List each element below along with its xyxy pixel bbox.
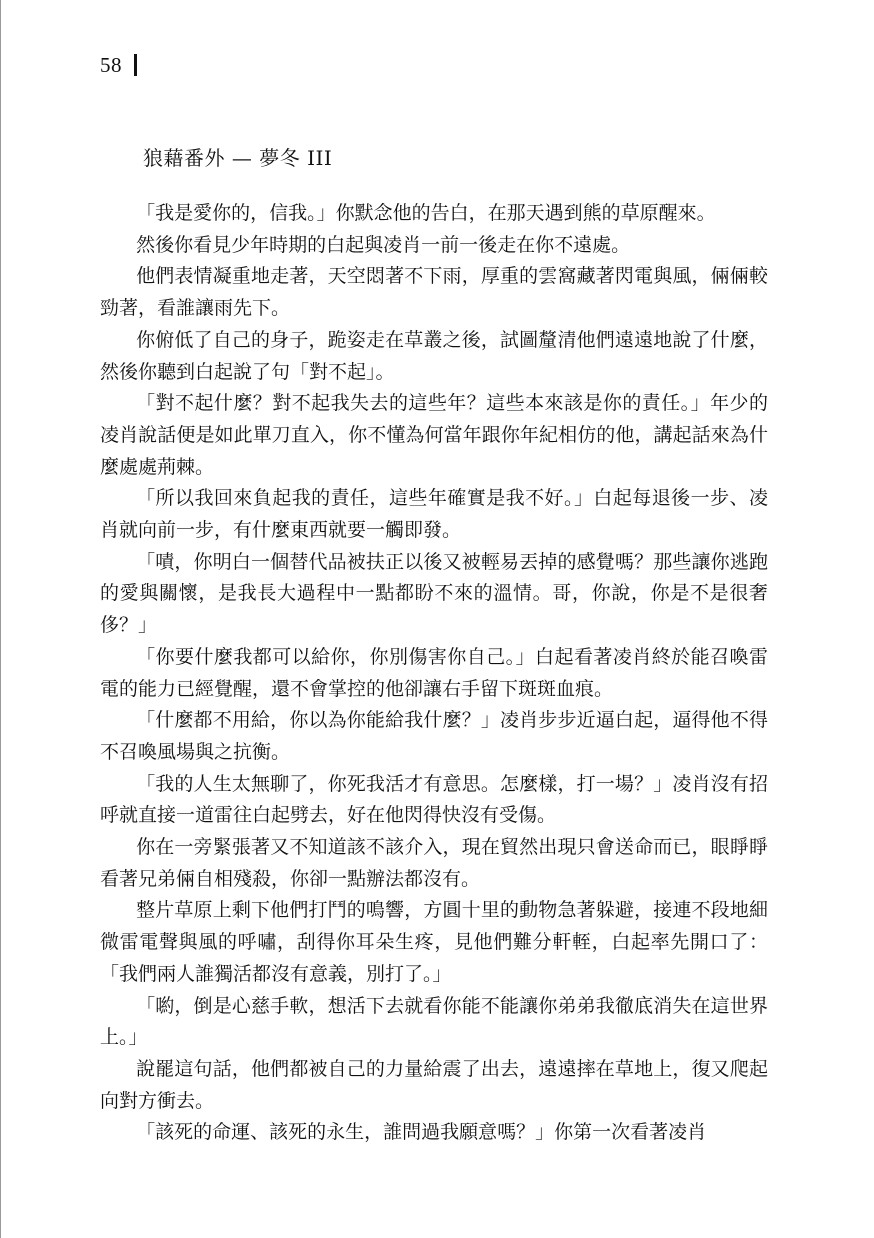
- paragraph: 「你要什麼我都可以給你，你別傷害你自己。」白起看著凌肖終於能召喚雷電的能力已經覺醒，還不會掌控的他卻讓右手留下斑斑血痕。: [100, 645, 768, 700]
- paragraph: 「對不起什麼？對不起我失去的這些年？這些本來該是你的責任。」年少的凌肖說話便是如此單刀直入，你不懂為何當年跟你年紀相仿的他，講起話來為什麼處處荊棘。: [100, 392, 768, 478]
- paragraph: 整片草原上剩下他們打鬥的鳴響，方圓十里的動物急著躲避，接連不段地細微雷電聲與風的呼嘯，刮得你耳朵生疼，見他們難分軒輊，白起率先開口了：「我們兩人誰獨活都沒有意義，別打了。」: [100, 899, 768, 985]
- paragraph: 「所以我回來負起我的責任，這些年確實是我不好。」白起每退後一步、凌肖就向前一步，有什麼東西就要一觸即發。: [100, 487, 768, 542]
- chapter-title: 狼藉番外 — 夢冬 III: [143, 146, 333, 170]
- paragraph: 他們表情凝重地走著，天空悶著不下雨，厚重的雲窩藏著閃電與風，倆倆較勁著，看誰讓雨先下。: [100, 265, 768, 320]
- paragraph: 「我的人生太無聊了，你死我活才有意思。怎麼樣，打一場？」凌肖沒有招呼就直接一道雷往白起劈去，好在他閃得快沒有受傷。: [100, 772, 768, 827]
- paragraph: 你俯低了自己的身子，跪姿走在草叢之後，試圖釐清他們遠遠地說了什麼，然後你聽到白起說了句「對不起」。: [100, 328, 768, 383]
- body-text: [100, 198, 768, 1149]
- page-number: 58: [100, 53, 122, 77]
- paragraph: 說罷這句話，他們都被自己的力量給震了出去，遠遠摔在草地上，復又爬起向對方衝去。: [100, 1057, 768, 1112]
- header-divider-bar: [134, 54, 137, 76]
- paragraph: 「該死的命運、該死的永生，誰問過我願意嗎？」你第一次看著凌肖: [136, 1121, 707, 1144]
- paragraph: 「喲，倒是心慈手軟，想活下去就看你能不能讓你弟弟我徹底消失在這世界上。」: [100, 994, 768, 1049]
- paragraph: 你在一旁緊張著又不知道該不該介入，現在貿然出現只會送命而已，眼睜睜看著兄弟倆自相殘殺，你卻一點辦法都沒有。: [100, 836, 768, 890]
- paragraph: 「什麼都不用給，你以為你能給我什麼？」凌肖步步近逼白起，逼得他不得不召喚風場與之抗衡。: [100, 709, 768, 763]
- paragraph: 「嘖，你明白一個替代品被扶正以後又被輕易丟掉的感覺嗎？那些讓你逃跑的愛與關懷，是我長大過程中一點都盼不來的溫情。哥，你說，你是不是很奢侈？」: [100, 550, 768, 637]
- paragraph: 然後你看見少年時期的白起與凌肖一前一後走在你不遠處。: [136, 233, 631, 256]
- paragraph: 「我是愛你的，信我。」你默念他的告白，在那天遇到熊的草原醒來。: [136, 202, 716, 224]
- page-header: [100, 52, 137, 78]
